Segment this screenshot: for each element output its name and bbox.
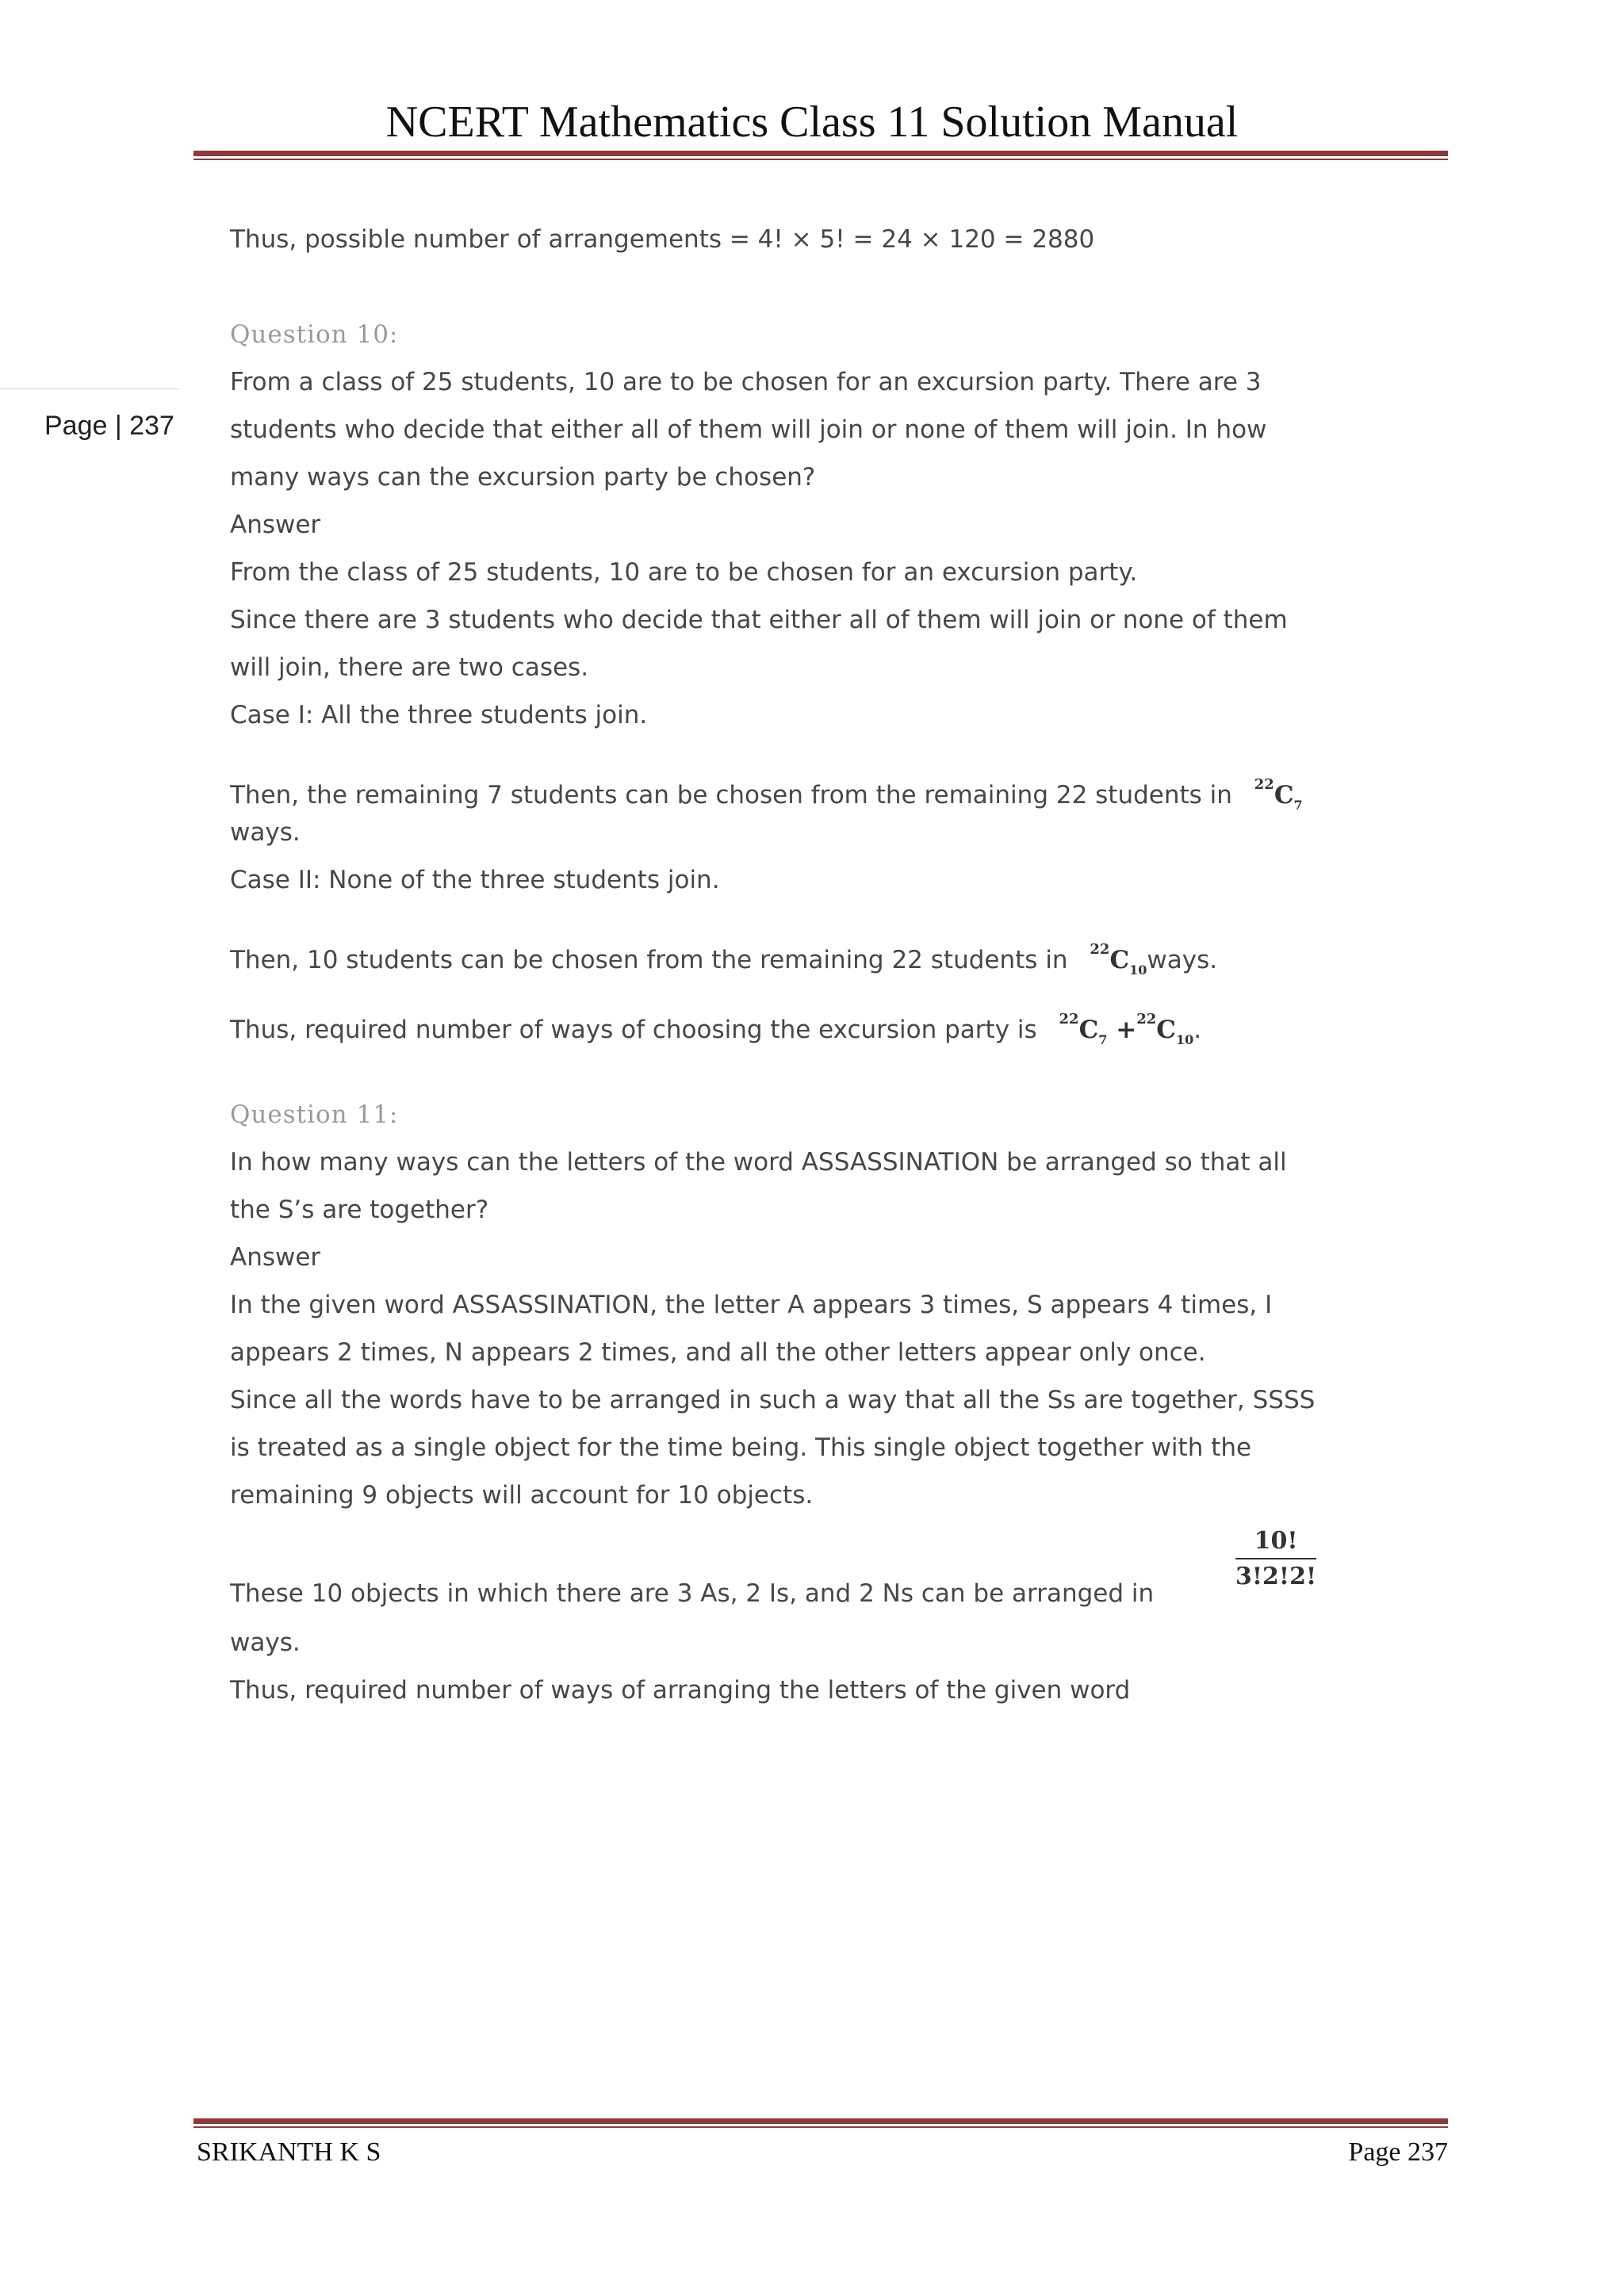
answer-line	[230, 769, 1303, 821]
question-10-heading: Question 10:	[230, 320, 399, 349]
answer-text: .	[1193, 1016, 1202, 1044]
page-header-title: NCERT Mathematics Class 11 Solution Manual	[385, 98, 1239, 147]
answer-line: Thus, required number of ways of arranging the letters of the given word	[230, 1676, 1131, 1705]
question-11-heading: Question 11:	[230, 1100, 399, 1129]
question-11-line: In how many ways can the letters of the word ASSASSINATION be arranged so that all	[230, 1148, 1287, 1177]
answer-label: Answer	[230, 1243, 321, 1272]
answer-line: is treated as a single object for the time being. This single object together with the	[230, 1433, 1252, 1462]
answer-line	[230, 1004, 1201, 1056]
answer-text: ways.	[1147, 946, 1218, 974]
footer-author: SRIKANTH K S	[197, 2137, 381, 2167]
answer-text: Thus, required number of ways of choosing the excursion party is	[230, 1016, 1037, 1044]
answer-text: Then, 10 students can be chosen from the remaining 22 students in	[230, 946, 1068, 974]
combination-expression: $^{22}C_{10}$	[1090, 941, 1147, 978]
question-11-line: the S’s are together?	[230, 1196, 489, 1224]
answer-line: ways.	[230, 1628, 301, 1657]
answer-line: remaining 9 objects will account for 10 objects.	[230, 1481, 814, 1510]
answer-line: These 10 objects in which there are 3 As, 2 Is, and 2 Ns can be arranged in	[230, 1579, 1155, 1608]
footer-rule	[193, 2118, 1448, 2128]
answer-line	[230, 934, 1217, 986]
footer-page-number: Page 237	[1348, 2137, 1448, 2167]
question-10-line: many ways can the excursion party be chosen?	[230, 463, 816, 492]
answer-line: Since there are 3 students who decide that either all of them will join or none of them	[230, 606, 1288, 634]
fraction-denominator: 3!2!2!	[1235, 1563, 1317, 1590]
combination-expression: $^{22}C_7$	[1254, 776, 1303, 813]
fraction-numerator: 10!	[1235, 1527, 1316, 1559]
side-page-label: Page | 237	[44, 411, 174, 441]
combination-sum-expression: $^{22}C_7 +^{22}C_{10}$	[1059, 1011, 1194, 1047]
answer-line: appears 2 times, N appears 2 times, and all the other letters appear only once.	[230, 1338, 1206, 1367]
header-rule	[193, 151, 1448, 160]
question-10-line: students who decide that either all of them will join or none of them will join. In how	[230, 415, 1267, 444]
answer-line: In the given word ASSASSINATION, the letter A appears 3 times, S appears 4 times, I	[230, 1291, 1273, 1319]
answer-line: Case II: None of the three students join.	[230, 866, 720, 894]
answer-line: will join, there are two cases.	[230, 653, 589, 682]
answer-label: Answer	[230, 511, 321, 539]
answer-line: From the class of 25 students, 10 are to be chosen for an excursion party.	[230, 558, 1138, 587]
answer-text: Then, the remaining 7 students can be chosen from the remaining 22 students in	[230, 781, 1232, 809]
answer-line: ways.	[230, 818, 301, 847]
question-10-line: From a class of 25 students, 10 are to be chosen for an excursion party. There are 3	[230, 368, 1262, 396]
side-divider	[0, 388, 179, 389]
side-page-marker	[0, 388, 179, 441]
answer-line: Case I: All the three students join.	[230, 701, 648, 729]
factorial-fraction	[1235, 1527, 1316, 1590]
answer-line: Since all the words have to be arranged in such a way that all the Ss are together, SSSS	[230, 1386, 1316, 1414]
intro-line: Thus, possible number of arrangements = 4! × 5! = 24 × 120 = 2880	[230, 225, 1095, 254]
